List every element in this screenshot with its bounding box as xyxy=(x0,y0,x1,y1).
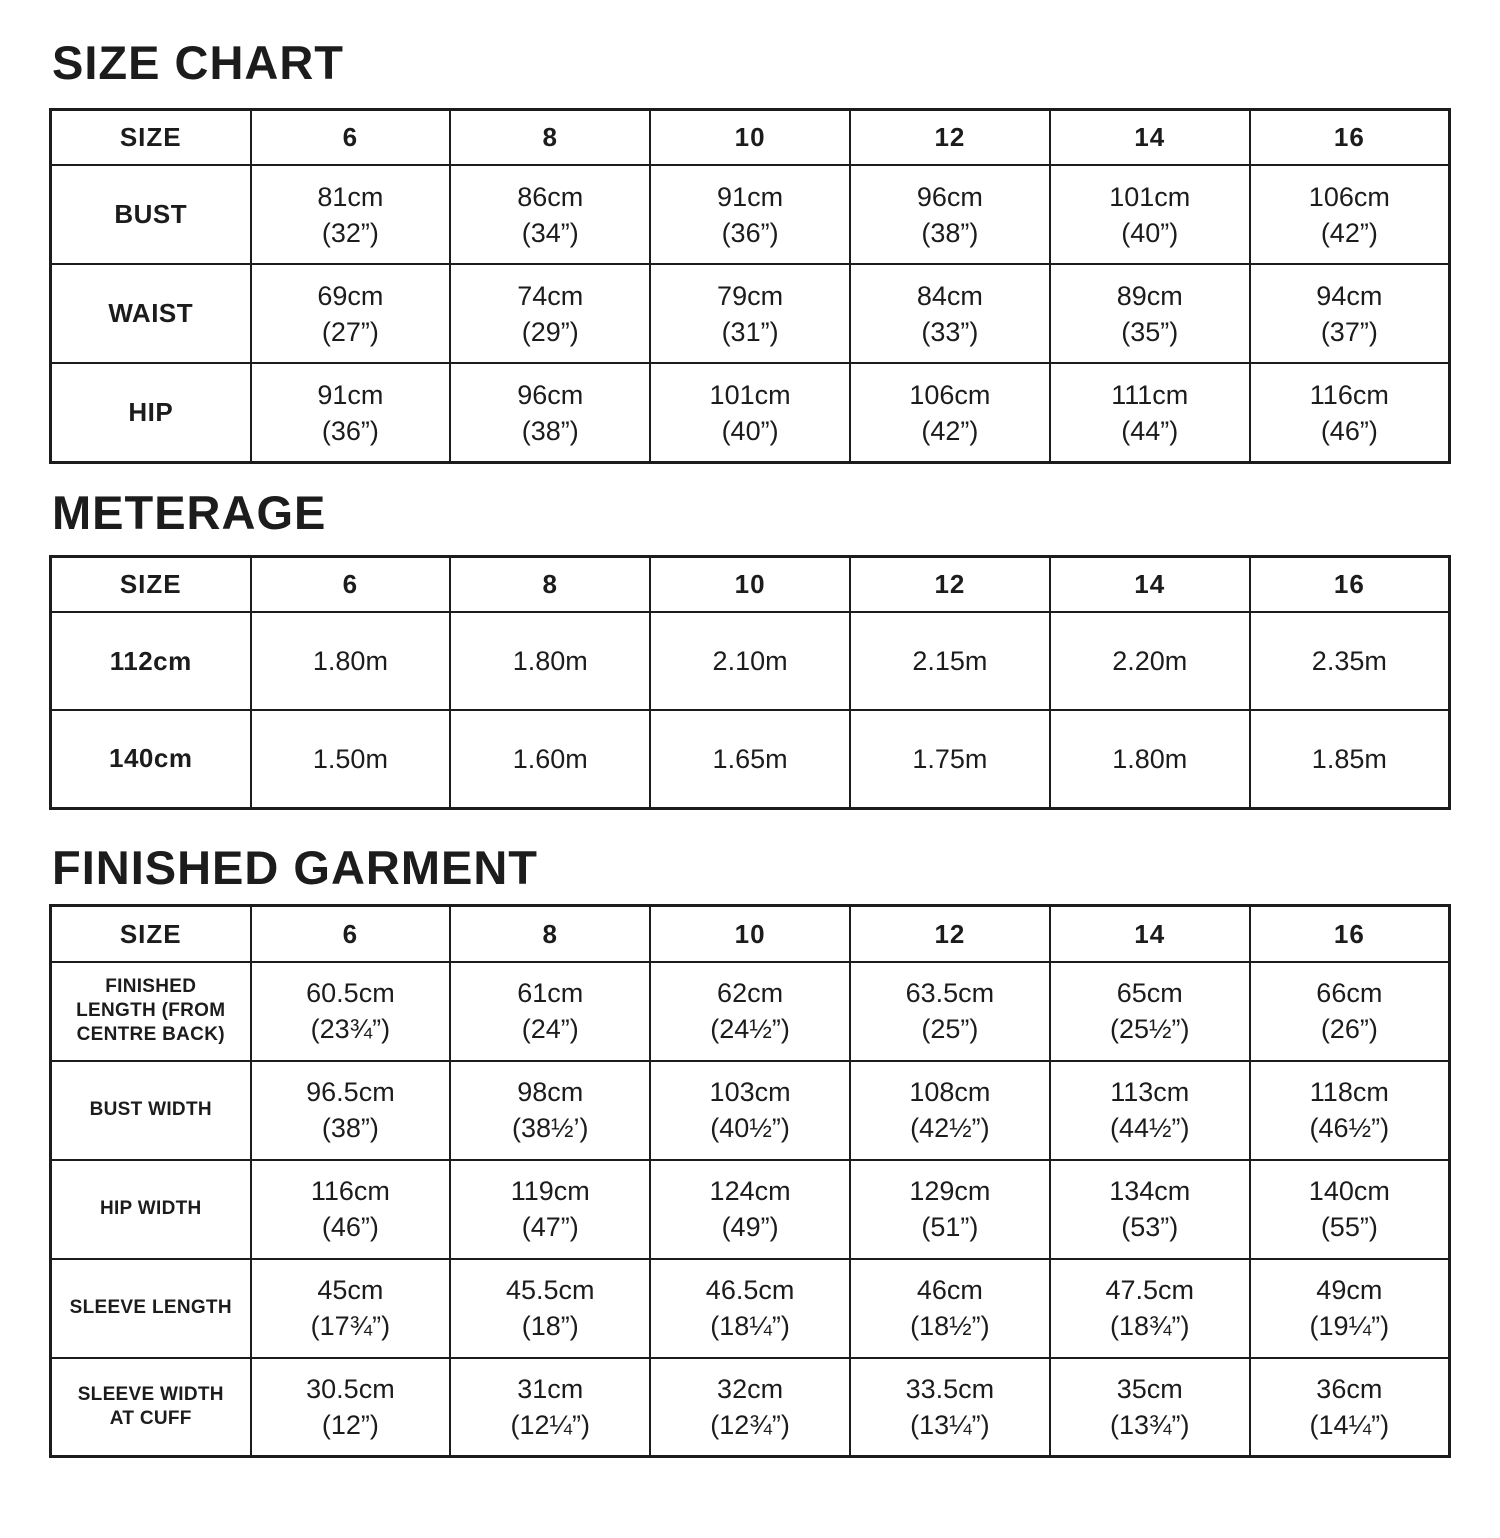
measurement-value-secondary: (36”) xyxy=(321,415,379,446)
measurement-value-secondary: (36”) xyxy=(721,217,779,248)
measurement-value: 32cm xyxy=(717,1374,784,1404)
measurement-value: 46.5cm xyxy=(705,1275,795,1306)
measurement-value: 140cm xyxy=(1308,1176,1390,1207)
measurement-value: 91cm xyxy=(317,379,384,410)
measurement-cell xyxy=(251,1358,451,1457)
measurement-value-secondary: (29”) xyxy=(521,316,579,347)
column-header-size-10: 10 xyxy=(650,906,850,962)
measurement-value-secondary: (55”) xyxy=(1320,1212,1378,1243)
measurement-cell xyxy=(251,1061,451,1160)
measurement-value: 74cm xyxy=(517,280,584,311)
measurement-cell xyxy=(1250,363,1450,462)
meterage-title: METERAGE xyxy=(52,485,327,539)
measurement-value: 65cm xyxy=(1116,978,1183,1009)
measurement-value-secondary: (38”) xyxy=(521,415,579,446)
measurement-value: 98cm xyxy=(517,1077,584,1108)
table-row xyxy=(51,1358,1450,1457)
table-row xyxy=(51,710,1450,808)
measurement-value-secondary: (18¼”) xyxy=(710,1311,790,1342)
measurement-cell xyxy=(850,1061,1050,1160)
size-chart-table-header xyxy=(51,109,1450,165)
size-chart-table xyxy=(49,108,1451,464)
table-row xyxy=(51,363,1450,462)
measurement-value: 113cm xyxy=(1110,1077,1190,1108)
column-header-size-10: 10 xyxy=(650,109,850,165)
measurement-cell xyxy=(251,962,451,1061)
column-header-size-12: 12 xyxy=(850,556,1050,612)
measurement-value: 31cm xyxy=(517,1374,584,1404)
measurement-value: 62cm xyxy=(717,978,784,1009)
measurement-value-secondary: (25½”) xyxy=(1109,1014,1190,1045)
measurement-cell xyxy=(450,962,650,1061)
header-row xyxy=(51,906,1450,962)
measurement-value: 1.85m xyxy=(1311,743,1387,774)
measurement-value-secondary: (46½”) xyxy=(1309,1113,1390,1144)
measurement-cell xyxy=(450,165,650,264)
measurement-value: 96cm xyxy=(517,379,584,410)
measurement-cell xyxy=(650,165,850,264)
measurement-cell xyxy=(450,1061,650,1160)
meterage-section xyxy=(49,485,1451,810)
measurement-value: 49cm xyxy=(1316,1275,1383,1306)
measurement-cell xyxy=(1250,165,1450,264)
measurement-cell xyxy=(850,1259,1050,1358)
measurement-value: 47.5cm xyxy=(1105,1275,1194,1306)
measurement-value: 94cm xyxy=(1316,280,1383,311)
column-header-size-6: 6 xyxy=(251,556,451,612)
measurement-cell xyxy=(1050,710,1250,808)
measurement-cell xyxy=(1250,612,1450,710)
measurement-value: 1.50m xyxy=(312,743,388,774)
measurement-value-secondary: (40”) xyxy=(1121,217,1179,248)
measurement-cell xyxy=(1250,1160,1450,1259)
measurement-value-secondary: (38”) xyxy=(921,217,979,248)
measurement-value: 81cm xyxy=(317,181,384,212)
measurement-value-secondary: (26”) xyxy=(1320,1014,1378,1045)
measurement-value: 103cm xyxy=(709,1077,791,1108)
measurement-value-secondary: (14¼”) xyxy=(1309,1410,1390,1440)
measurement-value-secondary: (34”) xyxy=(521,217,579,248)
measurement-cell xyxy=(650,1061,850,1160)
measurement-cell xyxy=(251,1160,451,1259)
measurement-value: 116cm xyxy=(1309,379,1389,410)
finished-garment-section xyxy=(49,840,1451,1459)
table-row xyxy=(51,612,1450,710)
measurement-value: 66cm xyxy=(1316,978,1383,1009)
measurement-value: 106cm xyxy=(909,379,991,410)
column-header-size-label: SIZE xyxy=(51,109,251,165)
measurement-value: 1.80m xyxy=(1112,743,1188,774)
column-header-size-16: 16 xyxy=(1250,906,1450,962)
measurement-cell xyxy=(850,264,1050,363)
measurement-value-secondary: (53”) xyxy=(1121,1212,1179,1243)
measurement-cell xyxy=(850,962,1050,1061)
measurement-value-secondary: (18½”) xyxy=(910,1311,990,1342)
measurement-cell xyxy=(650,1259,850,1358)
measurement-cell xyxy=(1050,1061,1250,1160)
measurement-value-secondary: (31”) xyxy=(721,316,779,347)
measurement-value: 2.20m xyxy=(1112,646,1188,676)
measurement-cell xyxy=(251,264,451,363)
column-header-size-8: 8 xyxy=(450,556,650,612)
measurement-cell xyxy=(1050,612,1250,710)
row-label: SLEEVE LENGTH xyxy=(51,1259,251,1358)
measurement-value-secondary: (18”) xyxy=(521,1311,579,1342)
measurement-cell xyxy=(1050,165,1250,264)
row-label: BUST xyxy=(51,165,251,264)
measurement-value: 35cm xyxy=(1116,1374,1183,1404)
finished-garment-table-body xyxy=(51,962,1450,1457)
measurement-cell xyxy=(251,165,451,264)
measurement-value-secondary: (38”) xyxy=(321,1113,379,1144)
measurement-value: 96cm xyxy=(916,181,983,212)
measurement-value-secondary: (44½”) xyxy=(1109,1113,1190,1144)
measurement-value: 101cm xyxy=(709,379,791,410)
measurement-value-secondary: (35”) xyxy=(1121,316,1179,347)
measurement-cell xyxy=(650,363,850,462)
measurement-value: 1.80m xyxy=(512,646,588,676)
size-chart-sheet xyxy=(0,38,1500,1506)
measurement-value-secondary: (38½’) xyxy=(511,1113,589,1144)
measurement-cell xyxy=(1250,1259,1450,1358)
row-label: FINISHED LENGTH (FROM CENTRE BACK) xyxy=(51,962,251,1061)
column-header-size-16: 16 xyxy=(1250,109,1450,165)
measurement-value: 2.10m xyxy=(712,646,788,676)
measurement-cell xyxy=(1250,710,1450,808)
measurement-value-secondary: (47”) xyxy=(521,1212,579,1243)
measurement-cell xyxy=(650,1358,850,1457)
measurement-cell xyxy=(1050,1358,1250,1457)
measurement-cell xyxy=(450,1160,650,1259)
measurement-value-secondary: (42”) xyxy=(1320,217,1378,248)
measurement-value: 63.5cm xyxy=(905,978,995,1009)
measurement-value: 1.80m xyxy=(312,646,388,676)
measurement-value: 101cm xyxy=(1109,181,1191,212)
column-header-size-12: 12 xyxy=(850,109,1050,165)
measurement-value: 111cm xyxy=(1111,379,1189,410)
measurement-value-secondary: (13¾”) xyxy=(1109,1410,1190,1440)
measurement-value: 124cm xyxy=(709,1176,791,1207)
measurement-value: 106cm xyxy=(1308,181,1390,212)
measurement-cell xyxy=(1250,264,1450,363)
measurement-cell xyxy=(450,710,650,808)
table-row xyxy=(51,1160,1450,1259)
table-row xyxy=(51,962,1450,1061)
measurement-value: 60.5cm xyxy=(306,978,395,1009)
measurement-cell xyxy=(1250,1358,1450,1457)
measurement-cell xyxy=(251,1259,451,1358)
measurement-cell xyxy=(251,612,451,710)
measurement-value: 61cm xyxy=(517,978,584,1009)
row-label: HIP xyxy=(51,363,251,462)
measurement-cell xyxy=(1050,962,1250,1061)
measurement-value: 118cm xyxy=(1309,1077,1389,1108)
measurement-value-secondary: (24”) xyxy=(521,1014,579,1045)
measurement-value: 2.15m xyxy=(912,646,988,676)
measurement-value: 116cm xyxy=(310,1176,390,1207)
measurement-cell xyxy=(650,962,850,1061)
measurement-value: 134cm xyxy=(1109,1176,1191,1207)
column-header-size-14: 14 xyxy=(1050,109,1250,165)
measurement-cell xyxy=(1050,1259,1250,1358)
measurement-cell xyxy=(450,612,650,710)
measurement-value: 1.65m xyxy=(712,743,788,774)
measurement-value-secondary: (23¾”) xyxy=(310,1014,391,1045)
measurement-value: 89cm xyxy=(1116,280,1183,311)
measurement-value-secondary: (25”) xyxy=(921,1014,979,1045)
measurement-value: 86cm xyxy=(517,181,584,212)
measurement-value: 79cm xyxy=(717,280,784,311)
measurement-value: 1.60m xyxy=(512,743,588,774)
measurement-value: 91cm xyxy=(717,181,784,212)
measurement-value-secondary: (24½”) xyxy=(710,1014,790,1045)
row-label: 140cm xyxy=(51,710,251,808)
measurement-value-secondary: (42½”) xyxy=(910,1113,990,1144)
measurement-cell xyxy=(1050,1160,1250,1259)
measurement-value-secondary: (49”) xyxy=(721,1212,779,1243)
column-header-size-12: 12 xyxy=(850,906,1050,962)
measurement-value-secondary: (44”) xyxy=(1121,415,1179,446)
table-row xyxy=(51,1061,1450,1160)
measurement-cell xyxy=(850,165,1050,264)
row-label: HIP WIDTH xyxy=(51,1160,251,1259)
measurement-value-secondary: (12¼”) xyxy=(510,1410,590,1440)
measurement-value-secondary: (51”) xyxy=(921,1212,979,1243)
measurement-cell xyxy=(251,363,451,462)
size-chart-title: SIZE CHART xyxy=(52,36,344,89)
row-label: BUST WIDTH xyxy=(51,1061,251,1160)
measurement-cell xyxy=(850,1160,1050,1259)
column-header-size-8: 8 xyxy=(450,906,650,962)
measurement-cell xyxy=(450,1358,650,1457)
column-header-size-6: 6 xyxy=(251,109,451,165)
table-row xyxy=(51,1259,1450,1358)
table-row xyxy=(51,264,1450,363)
measurement-cell xyxy=(650,612,850,710)
measurement-cell xyxy=(450,363,650,462)
measurement-value-secondary: (46”) xyxy=(321,1212,379,1243)
measurement-value-secondary: (27”) xyxy=(321,316,379,347)
measurement-cell xyxy=(650,1160,850,1259)
measurement-value-secondary: (17¾”) xyxy=(310,1311,391,1342)
finished-garment-table xyxy=(49,904,1451,1458)
column-header-size-label: SIZE xyxy=(51,556,251,612)
measurement-value: 84cm xyxy=(916,280,983,311)
measurement-cell xyxy=(850,1358,1050,1457)
measurement-value-secondary: (40”) xyxy=(721,415,779,446)
measurement-value-secondary: (12”) xyxy=(321,1410,379,1440)
measurement-value: 2.35m xyxy=(1311,646,1387,676)
table-row xyxy=(51,165,1450,264)
measurement-value: 33.5cm xyxy=(905,1374,995,1404)
measurement-value: 45cm xyxy=(317,1275,384,1306)
finished-garment-table-header xyxy=(51,906,1450,962)
measurement-value: 129cm xyxy=(909,1176,991,1207)
column-header-size-16: 16 xyxy=(1250,556,1450,612)
measurement-cell xyxy=(450,264,650,363)
measurement-value-secondary: (19¼”) xyxy=(1309,1311,1390,1342)
measurement-cell xyxy=(1050,264,1250,363)
measurement-value: 69cm xyxy=(317,280,384,311)
measurement-value: 1.75m xyxy=(912,743,988,774)
header-row xyxy=(51,556,1450,612)
measurement-value-secondary: (13¼”) xyxy=(910,1410,990,1440)
measurement-value: 30.5cm xyxy=(306,1374,395,1404)
measurement-value-secondary: (46”) xyxy=(1320,415,1378,446)
column-header-size-label: SIZE xyxy=(51,906,251,962)
column-header-size-14: 14 xyxy=(1050,906,1250,962)
measurement-cell xyxy=(450,1259,650,1358)
measurement-value-secondary: (12¾”) xyxy=(710,1410,790,1440)
measurement-value: 119cm xyxy=(510,1176,590,1207)
row-label: 112cm xyxy=(51,612,251,710)
measurement-cell xyxy=(1250,1061,1450,1160)
measurement-cell xyxy=(850,363,1050,462)
row-label: WAIST xyxy=(51,264,251,363)
measurement-cell xyxy=(850,612,1050,710)
measurement-value: 36cm xyxy=(1316,1374,1383,1404)
measurement-value: 96.5cm xyxy=(306,1077,395,1108)
measurement-value: 108cm xyxy=(909,1077,991,1108)
measurement-cell xyxy=(850,710,1050,808)
measurement-cell xyxy=(650,710,850,808)
measurement-cell xyxy=(1250,962,1450,1061)
measurement-cell xyxy=(650,264,850,363)
measurement-value: 45.5cm xyxy=(505,1275,595,1306)
column-header-size-8: 8 xyxy=(450,109,650,165)
measurement-value: 46cm xyxy=(916,1275,983,1306)
column-header-size-6: 6 xyxy=(251,906,451,962)
meterage-table-body xyxy=(51,612,1450,808)
finished-garment-title: FINISHED GARMENT xyxy=(52,840,538,894)
column-header-size-10: 10 xyxy=(650,556,850,612)
meterage-table xyxy=(49,555,1451,810)
measurement-value-secondary: (18¾”) xyxy=(1109,1311,1190,1342)
measurement-cell xyxy=(1050,363,1250,462)
measurement-value-secondary: (40½”) xyxy=(710,1113,790,1144)
size-chart-section xyxy=(49,38,1451,464)
meterage-table-header xyxy=(51,556,1450,612)
measurement-value-secondary: (37”) xyxy=(1320,316,1378,347)
measurement-value-secondary: (42”) xyxy=(921,415,979,446)
column-header-size-14: 14 xyxy=(1050,556,1250,612)
header-row xyxy=(51,109,1450,165)
measurement-cell xyxy=(251,710,451,808)
measurement-value-secondary: (33”) xyxy=(921,316,979,347)
row-label: SLEEVE WIDTH AT CUFF xyxy=(51,1358,251,1457)
measurement-value-secondary: (32”) xyxy=(321,217,379,248)
size-chart-table-body xyxy=(51,165,1450,462)
